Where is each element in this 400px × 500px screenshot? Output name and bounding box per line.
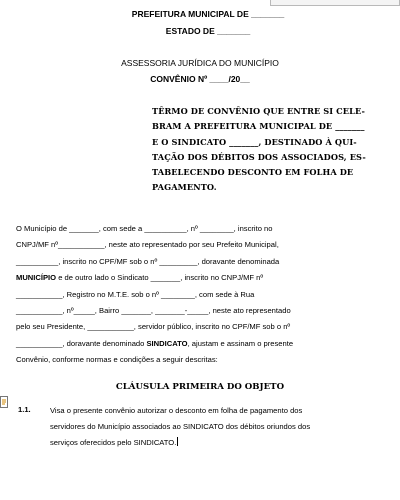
preamble-line: TÊRMO DE CONVÊNIO QUE ENTRE SI CELE- [152,106,365,116]
preamble-line: TABELECENDO DESCONTO EM FOLHA DE [152,167,354,178]
body-line: ___________, Registro no M.T.E. sob o nº ________, com sede à Rua [16,289,255,299]
body-line: pelo seu Presidente, ___________, servidor público, inscrito no CPF/MF sob o nº [16,322,291,332]
clause-line: Visa o presente convênio autorizar o desconto em folha de pagamento dos [50,406,303,415]
body-line: __________, inscrito no CPF/MF sob o nº _________, doravante denominada [16,256,280,266]
body-line: O Município de _______, com sede a __________, nº ________, inscrito no [16,224,273,233]
clause-text[interactable] [50,403,388,451]
header-estado: ESTADO DE _______ [165,26,251,36]
body-paragraph [16,221,386,369]
text-cursor [177,437,178,446]
clause-line: servidores do Município associados ao SINDICATO dos débitos oriundos dos [50,422,311,431]
clause-title: CLÁUSULA PRIMEIRA DO OBJETO [115,382,285,392]
header-convenio: CONVÊNIO Nº ____/20__ [150,74,250,84]
body-line: Convênio, conforme normas e condições a seguir descritas: [16,355,218,365]
preamble-line: TAÇÃO DOS DÉBITOS DOS ASSOCIADOS, ES- [152,151,366,162]
header-assessoria: ASSESSORIA JURÍDICA DO MUNICÍPIO [121,58,279,68]
preamble-line: PAGAMENTO. [152,182,217,193]
body-line: CNPJ/MF nº___________, neste ato representado por seu Prefeito Municipal, [16,240,279,250]
document-margin-icon [0,396,8,408]
preamble-line: E O SINDICATO _______, DESTINADO À QUI- [152,136,357,147]
clause-line: serviços oferecidos pelo SINDICATO. [50,438,177,447]
body-line: ___________, nº_____, Bairro _______, _______-_____, neste ato representado [16,306,291,316]
clause-number: 1.1. [18,405,31,414]
preamble-line: BRAM A PREFEITURA MUNICIPAL DE _______ [152,121,365,132]
top-toolbar-box [270,0,400,6]
body-line: MUNICÍPIO e de outro lado o Sindicato _______, inscrito no CNPJ/MF nº [16,273,264,283]
header-prefeitura: PREFEITURA MUNICIPAL DE _______ [131,9,285,19]
preamble-block [152,104,384,196]
body-line: ___________, doravante denominado SINDICATO, ajustam e assinam o presente [16,338,294,348]
